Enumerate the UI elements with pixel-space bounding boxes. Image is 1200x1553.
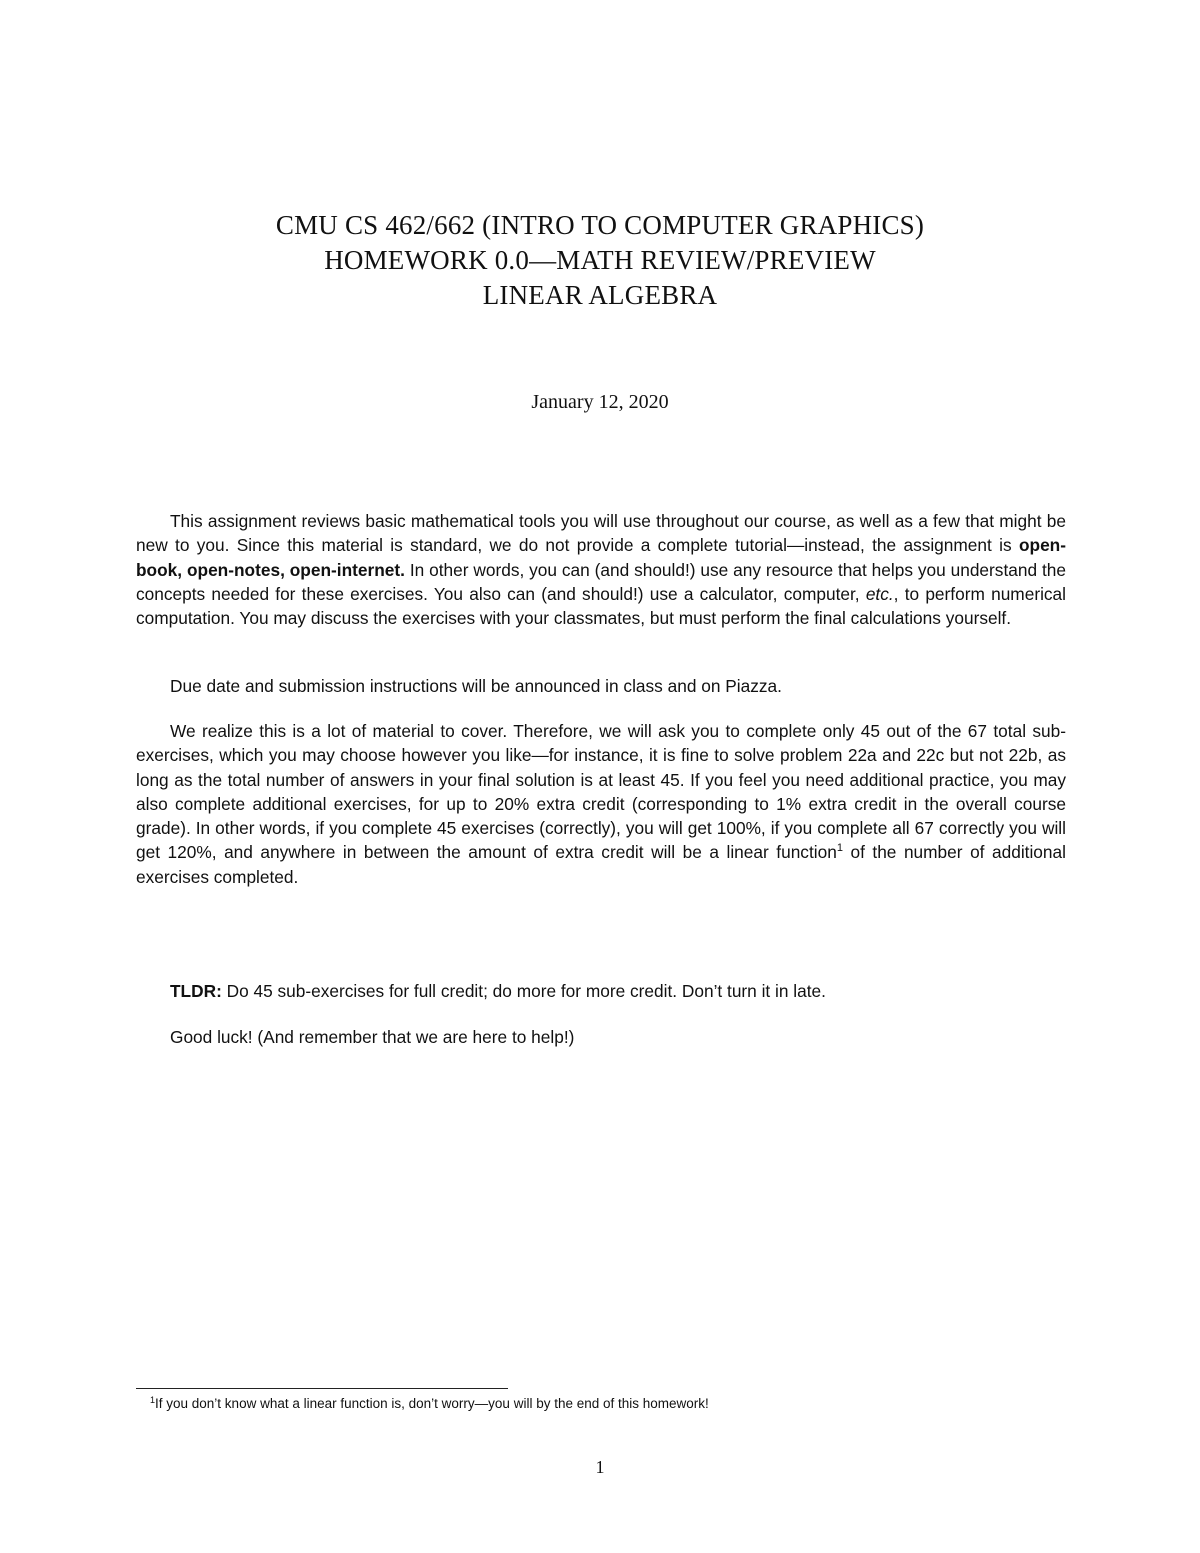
tldr-text: Do 45 sub-exercises for full credit; do more for more credit. Don’t turn it in late. — [221, 981, 826, 1001]
intro-italic-text: etc. — [865, 583, 894, 604]
footnote — [136, 1394, 1066, 1414]
intro-paragraph — [136, 509, 1066, 630]
footnote-reference[interactable]: 1 — [836, 842, 843, 855]
homework-title: HOMEWORK 0.0—MATH REVIEW/PREVIEW — [324, 245, 876, 275]
intro-text-1: This assignment reviews basic mathematical tools you will use throughout our course, as well as a few that might be new to you. Since this material is standard, we do not provide a complete tutorial—instead, the assignment is — [136, 511, 1066, 556]
due-date-paragraph: Due date and submission instructions will be announced in class and on Piazza. — [170, 676, 782, 696]
grading-text-2: of the number of additional exercises completed. — [136, 842, 1066, 887]
intro-text-3: , to perform numerical computation. You may discuss the exercises with your classmates, but must perform the final calculations yourself. — [136, 583, 1066, 629]
footnote-divider — [136, 1388, 508, 1389]
document-date: January 12, 2020 — [531, 391, 669, 413]
tldr-label: TLDR: — [170, 981, 222, 1001]
grading-text-1: We realize this is a lot of material to cover. Therefore, we will ask you to complete only 45 out of the 67 total sub-exercises, which you may choose however you like—for instance, it is fine to solve problem 22a and 22c but not 22b, as long as the total number of answers in your final solution is at least 45. If you feel you need additional practice, you may also complete additional exercises, for up to 20% extra credit (corresponding to 1% extra credit in the overall course grade). In other words, if you complete 45 exercises (correctly), you will get 100%, if you complete all 67 correctly you will get 120%, and anywhere in between the amount of extra credit will be a linear function — [136, 721, 1066, 863]
course-title: CMU CS 462/662 (INTRO TO COMPUTER GRAPHICS) — [275, 210, 925, 240]
closing-paragraph: Good luck! (And remember that we are here to help!) — [170, 1027, 575, 1047]
footnote-text: If you don’t know what a linear function is, don’t worry—you will by the end of this homework! — [155, 1396, 709, 1411]
footnote-mark: 1 — [150, 1395, 156, 1405]
grading-paragraph — [136, 719, 1066, 889]
topic-title: LINEAR ALGEBRA — [482, 280, 718, 310]
intro-text-2: In other words, you can (and should!) use any resource that helps you understand the concepts needed for these exercises. You also can (and should!) use a calculator, computer, — [136, 559, 1066, 604]
page-number: 1 — [595, 1457, 605, 1477]
title-block — [0, 208, 1200, 313]
intro-bold-text: open-book, open-notes, open-internet. — [136, 535, 1066, 580]
tldr-paragraph — [136, 979, 1066, 1003]
